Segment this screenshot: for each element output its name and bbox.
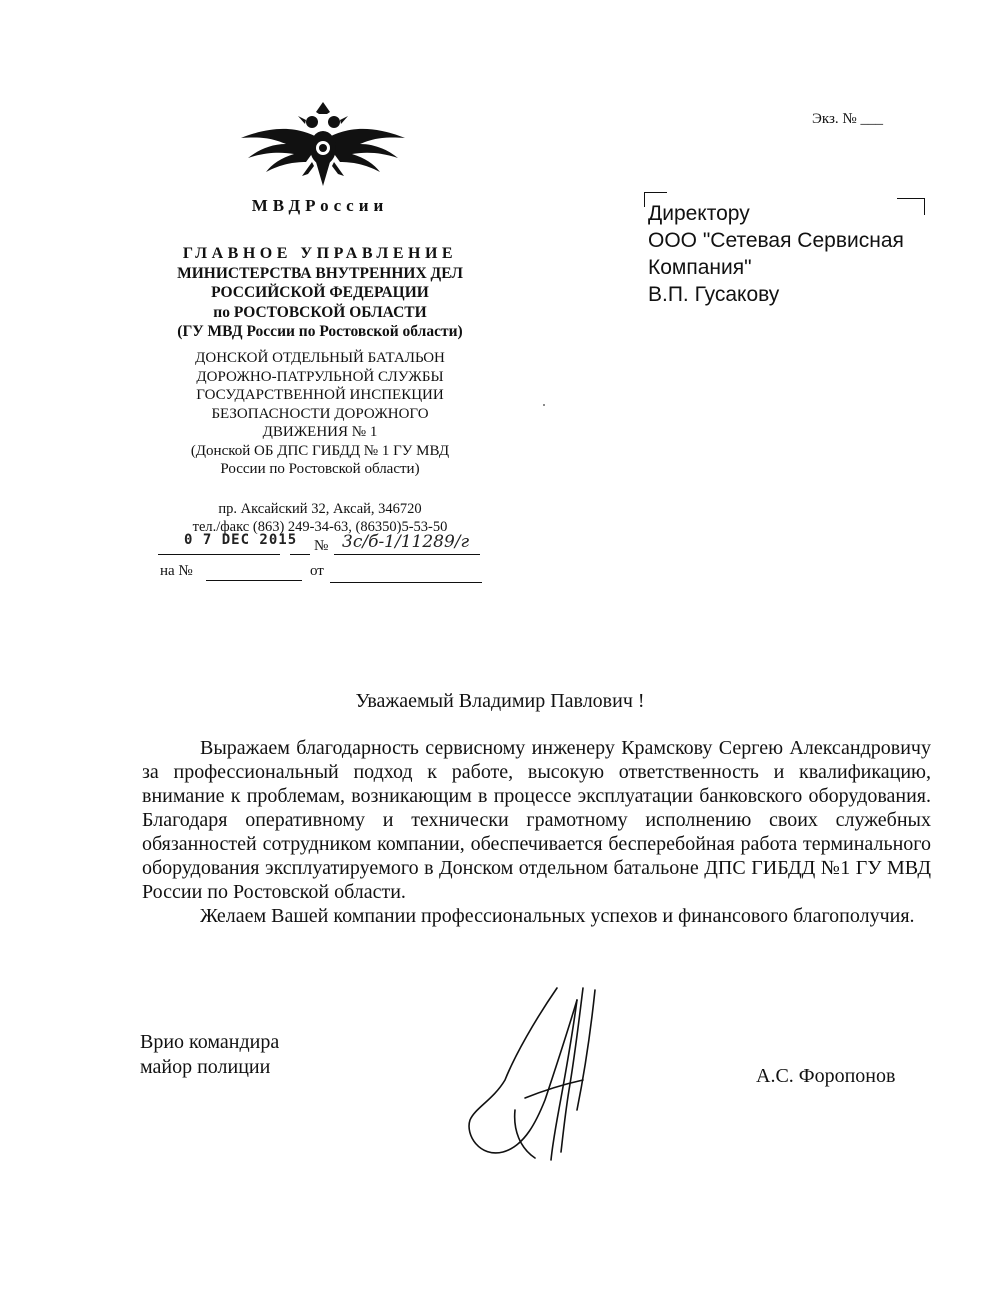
outgoing-number-label: №	[314, 538, 329, 554]
recipient-line: Компания"	[648, 256, 752, 279]
unit-line: (Донской ОБ ДПС ГИБДД № 1 ГУ МВД	[190, 442, 450, 459]
main-directorate-line: МИНИСТЕРСТВА ВНУТРЕННИХ ДЕЛ	[177, 264, 463, 282]
scan-speck	[543, 404, 545, 406]
outgoing-number-handwritten: 3с/б-1/11289/г	[342, 532, 470, 552]
main-directorate-line: по РОСТОВСКОЙ ОБЛАСТИ	[213, 303, 427, 321]
outgoing-reference	[158, 532, 488, 562]
main-directorate-title: ГЛАВНОЕ УПРАВЛЕНИЕ	[182, 245, 458, 262]
body-paragraph: Желаем Вашей компании профессиональных успехов и финансового благополучия.	[200, 905, 915, 927]
handwritten-signature	[465, 980, 635, 1165]
greeting: Уважаемый Владимир Павлович !	[355, 690, 645, 712]
copy-number	[812, 111, 883, 128]
unit-line: ДВИЖЕНИЯ № 1	[262, 424, 378, 440]
recipient-line: ООО "Сетевая Сервисная	[648, 229, 904, 252]
address: пр. Аксайский 32, Аксай, 346720	[218, 501, 422, 517]
recipient-block	[648, 200, 904, 308]
mvd-emblem-icon	[236, 100, 410, 190]
main-directorate	[150, 244, 490, 342]
signatory-position-line2: майор полиции	[140, 1056, 271, 1078]
agency-short-name: МВДРоссии	[251, 196, 389, 215]
incoming-reference	[160, 563, 490, 587]
body-paragraph: Выражаем благодарность сервисному инженеру Крамскову Сергею Александровичу за профессиональный подход к работе, высокую ответственность и квалификацию, внимание к проблемам, возникающим в процессе эксплуатации банковского оборудования. Благодаря оперативному и технически грамотному исполнению своих служебных обязанностей сотрудником компании, обеспечивается бесперебойная работа терминального оборудования эксплуатируемого в Донском отдельном батальоне ДПС ГИБДД №1 ГУ МВД России по Ростовской области.	[142, 737, 931, 903]
incoming-date-label: от	[310, 563, 324, 579]
incoming-ref-label: на №	[160, 563, 193, 579]
contact-info	[150, 500, 490, 536]
signatory-name: А.С. Форопонов	[756, 1065, 896, 1087]
recipient-line: Директору	[648, 202, 750, 225]
main-directorate-line: (ГУ МВД России по Ростовской области)	[177, 323, 463, 340]
unit-name	[150, 349, 490, 479]
signatory-position-line1: Врио командира	[140, 1031, 280, 1053]
phone-fax: тел./факс (863) 249-34-63, (86350)5-53-50	[192, 519, 448, 535]
outgoing-date-stamp: 0 7 DEC 2015	[184, 532, 298, 548]
unit-line: ГОСУДАРСТВЕННОЙ ИНСПЕКЦИИ	[196, 387, 444, 403]
unit-line: БЕЗОПАСНОСТИ ДОРОЖНОГО	[211, 405, 429, 422]
letter-body	[142, 736, 931, 928]
unit-line: ДОРОЖНО-ПАТРУЛЬНОЙ СЛУЖБЫ	[196, 368, 444, 385]
signatory-position	[140, 1030, 279, 1080]
main-directorate-line: РОССИЙСКОЙ ФЕДЕРАЦИИ	[211, 284, 429, 301]
recipient-line: В.П. Гусакову	[648, 283, 780, 306]
copy-number-blank: ___	[860, 111, 883, 127]
copy-number-label: Экз. №	[812, 111, 857, 127]
unit-line: России по Ростовской области)	[220, 461, 420, 477]
unit-line: ДОНСКОЙ ОТДЕЛЬНЫЙ БАТАЛЬОН	[195, 350, 445, 366]
